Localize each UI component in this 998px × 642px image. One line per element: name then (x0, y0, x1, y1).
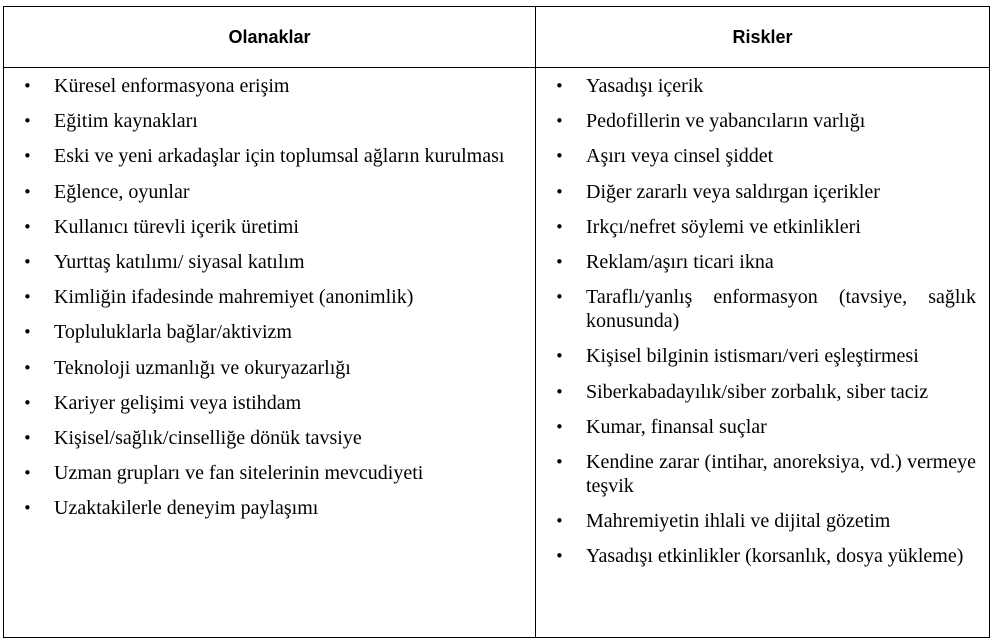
bullet-icon: • (555, 112, 564, 131)
list-item-text: Kişisel/sağlık/cinselliğe dönük tavsiye (54, 426, 362, 449)
list-item (4, 426, 523, 450)
list-item-text: Siberkabadayılık/siber zorbalık, siber taciz (586, 380, 929, 403)
list-item (536, 180, 976, 204)
list-item-text: Yasadışı içerik (586, 75, 704, 97)
bullet-icon: • (555, 417, 564, 436)
bullet-icon: • (23, 393, 32, 412)
list-item (536, 250, 976, 274)
header-divider (4, 67, 989, 68)
bullet-icon: • (23, 252, 32, 271)
list-item (536, 380, 976, 404)
list-item-text: Yurttaş katılımı/ siyasal katılım (54, 250, 305, 273)
list-item-text: Küresel enformasyona erişim (54, 75, 290, 97)
list-item (536, 285, 976, 333)
list-item (4, 356, 523, 380)
list-item (536, 544, 976, 568)
list-item (536, 215, 976, 239)
opportunities-risks-table (3, 6, 990, 638)
list-item (4, 285, 523, 309)
bullet-icon: • (555, 147, 564, 166)
bullet-icon: • (23, 428, 32, 447)
list-item (536, 415, 976, 439)
bullet-icon: • (555, 452, 564, 471)
list-item-text: Kişisel bilginin istismarı/veri eşleştirmesi (586, 345, 919, 368)
bullet-icon: • (555, 77, 564, 95)
bullet-icon: • (555, 347, 564, 366)
list-item (4, 250, 523, 274)
list-item (4, 144, 523, 168)
bullet-icon: • (555, 217, 564, 236)
bullet-icon: • (23, 147, 32, 166)
list-item (4, 391, 523, 415)
bullet-icon: • (555, 252, 564, 271)
list-item-text: Eğitim kaynakları (54, 110, 198, 133)
list-item (4, 109, 523, 133)
list-item (536, 344, 976, 368)
bullet-icon: • (555, 512, 564, 531)
list-item-text: Yasadışı etkinlikler (korsanlık, dosya yükleme) (586, 545, 964, 568)
list-item (536, 74, 976, 98)
bullet-icon: • (555, 182, 564, 201)
list-item (4, 74, 523, 98)
list-item-text: Diğer zararlı veya saldırgan içerikler (586, 180, 880, 203)
list-item-text: Irkçı/nefret söylemi ve etkinlikleri (586, 215, 861, 238)
list-item-text: Uzman grupları ve fan sitelerinin mevcudiyeti (54, 462, 424, 485)
list-item-text: Kumar, finansal suçlar (586, 415, 767, 438)
list-item (536, 509, 976, 533)
list-item-text: Kullanıcı türevli içerik üretimi (54, 215, 299, 238)
header-olanaklar: Olanaklar (228, 27, 311, 47)
list-item-text: Mahremiyetin ihlali ve dijital gözetim (586, 510, 891, 533)
list-item-text: Uzaktakilerle deneyim paylaşımı (54, 497, 319, 520)
bullet-icon: • (23, 499, 32, 518)
list-item-text: Teknoloji uzmanlığı ve okuryazarlığı (54, 356, 351, 379)
list-item (536, 109, 976, 133)
list-item (4, 461, 523, 485)
riskler-list (536, 74, 976, 579)
bullet-icon: • (555, 547, 564, 566)
bullet-icon: • (23, 112, 32, 131)
list-item-text: Kendine zarar (intihar, anoreksiya, vd.) vermeye teşvik (586, 450, 976, 497)
bullet-icon: • (555, 382, 564, 401)
list-item (4, 180, 523, 204)
list-item-text: Kariyer gelişimi veya istihdam (54, 391, 302, 414)
list-item-text: Aşırı veya cinsel şiddet (586, 145, 774, 168)
list-item-text: Pedofillerin ve yabancıların varlığı (586, 110, 866, 133)
bullet-icon: • (23, 182, 32, 201)
header-riskler: Riskler (732, 27, 793, 47)
bullet-icon: • (23, 358, 32, 377)
bullet-icon: • (23, 77, 32, 95)
list-item-text: Topluluklarla bağlar/aktivizm (54, 321, 292, 344)
bullet-icon: • (23, 217, 32, 236)
list-item-text: Eğlence, oyunlar (54, 180, 190, 203)
bullet-icon: • (23, 464, 32, 483)
list-item (4, 215, 523, 239)
list-item-text: Reklam/aşırı ticari ikna (586, 250, 774, 273)
list-item (536, 450, 976, 498)
bullet-icon: • (555, 288, 564, 307)
bullet-icon: • (23, 288, 32, 307)
list-item-text: Taraflı/yanlış enformasyon (tavsiye, sağlık konusunda) (586, 286, 976, 333)
bullet-icon: • (23, 323, 32, 342)
list-item (4, 320, 523, 344)
list-item-text: Eski ve yeni arkadaşlar için toplumsal ağların kurulması (54, 145, 505, 168)
list-item (536, 144, 976, 168)
olanaklar-list (4, 74, 523, 531)
list-item (4, 496, 523, 520)
list-item-text: Kimliğin ifadesinde mahremiyet (anonimlik) (54, 286, 414, 309)
